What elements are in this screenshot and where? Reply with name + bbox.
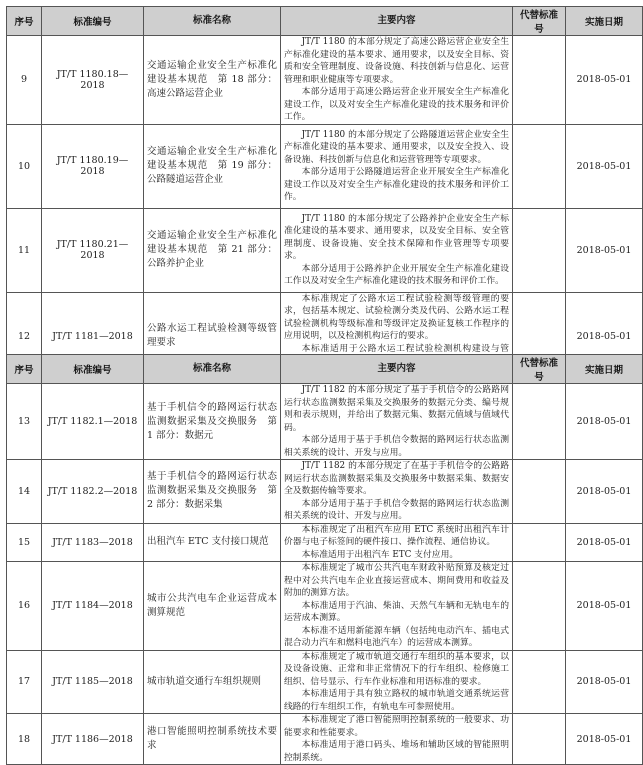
header-row: [7, 7, 643, 36]
table-row: [7, 124, 643, 208]
cell-name: 城市轨道交通行车组织规则: [144, 650, 281, 714]
header-name: 标准名称: [144, 7, 281, 36]
cell-no: 18: [7, 714, 42, 765]
cell-content: [281, 460, 513, 524]
cell-content: [281, 36, 513, 125]
cell-name: 出租汽车 ETC 支付接口规范: [144, 523, 281, 562]
content-paragraph: JT/T 1180 的本部分规定了高速公路运营企业安全生产标准化建设的基本要求、通用要求，以及安全目标、资质和安全管理制度、设备设施、科技创新与信息化、运营管理和职业健康等专项要求。: [284, 37, 509, 85]
content-paragraph: 本部分适用于公路隧道运营企业开展安全生产标准化建设工作以及对安全生产标准化建设的技术服务和评价工作。: [284, 167, 509, 202]
cell-content: [281, 208, 513, 292]
cell-date: 2018-05-01: [566, 208, 643, 292]
cell-no: 16: [7, 562, 42, 651]
content-paragraph: 本标准适用于公路水运工程试验检测机构建设与管: [301, 343, 509, 354]
header-content: 主要内容: [281, 7, 513, 36]
cell-no: 9: [7, 36, 42, 125]
cell-no: 12: [7, 292, 42, 381]
content-paragraph: 本标准适用于出租汽车 ETC 支付应用。: [301, 549, 459, 560]
standards-table-2: [6, 354, 643, 765]
cell-name: 基于手机信令的路网运行状态监测数据采集及交换服务 第 2 部分：数据采集: [144, 460, 281, 524]
cell-no: 14: [7, 460, 42, 524]
content-paragraph: 本标准适用于具有独立路权的城市轨道交通系统运营线路的行车组织工作，有轨电车可参照使用。: [284, 689, 509, 712]
content-paragraph: 本标准规定了公路水运工程试验检测等级管理的要求，包括基本规定、试验检测分类及代码、公路水运工程试验检测机构等级标准和等级评定及换证复核工作程序的应用说明，以及检测机构运行的要求。: [284, 293, 509, 341]
content-paragraph: 本标准规定了城市公共汽电车财政补贴预算及核定过程中对公共汽电车企业直接运营成本、期间费用和收益及附加的测算方法。: [284, 563, 509, 598]
content-paragraph: 本标准规定了港口智能照明控制系统的一般要求、功能要求和性能要求。: [284, 715, 509, 738]
cell-code: JT/T 1181—2018: [42, 292, 144, 381]
cell-name: 交通运输企业安全生产标准化建设基本规范 第 18 部分：高速公路运营企业: [144, 36, 281, 125]
cell-code: JT/T 1184—2018: [42, 562, 144, 651]
cell-code: JT/T 1180.19—2018: [42, 124, 144, 208]
header-date: 实施日期: [566, 7, 643, 36]
header-code: 标准编号: [42, 355, 144, 384]
cell-code: JT/T 1183—2018: [42, 523, 144, 562]
cell-date: 2018-05-01: [566, 292, 643, 381]
header-content: 主要内容: [281, 355, 513, 384]
standards-table-1: [6, 6, 643, 381]
cell-name: 港口智能照明控制系统技术要求: [144, 714, 281, 765]
cell-no: 10: [7, 124, 42, 208]
cell-content: [281, 650, 513, 714]
cell-date: 2018-05-01: [566, 650, 643, 714]
cell-no: 17: [7, 650, 42, 714]
cell-name: 基于手机信令的路网运行状态监测数据采集及交换服务 第 1 部分：数据元: [144, 384, 281, 460]
cell-name: 交通运输企业安全生产标准化建设基本规范 第 21 部分：公路养护企业: [144, 208, 281, 292]
content-paragraph: 本部分适用于公路养护企业开展安全生产标准化建设工作以及对安全生产标准化建设的技术服务和评价工作。: [284, 263, 509, 286]
content-paragraph: 本部分适用于基于手机信令数据的路网运行状态监测相关系统的设计、开发与应用。: [284, 435, 509, 458]
cell-replaced: [513, 714, 566, 765]
content-paragraph: JT/T 1182 的本部分规定了在基于手机信令的公路路网运行状态监测数据采集及交换服务中数据采集、数据安全及数据传输等要求。: [284, 461, 509, 496]
table-row: [7, 460, 643, 524]
content-paragraph: JT/T 1180 的本部分规定了公路隧道运营企业安全生产标准化建设的基本要求、通用要求，以及安全投入、设备设施、科技创新与信息化和运营管理等专项要求。: [284, 129, 509, 165]
header-code: 标准编号: [42, 7, 144, 36]
cell-replaced: [513, 208, 566, 292]
header-date: 实施日期: [566, 355, 643, 384]
cell-content: [281, 384, 513, 460]
cell-replaced: [513, 460, 566, 524]
cell-code: JT/T 1185—2018: [42, 650, 144, 714]
content-paragraph: 本部分适用于基于手机信令数据的路网运行状态监测相关系统的设计、开发与应用。: [284, 498, 509, 521]
cell-date: 2018-05-01: [566, 124, 643, 208]
cell-code: JT/T 1182.2—2018: [42, 460, 144, 524]
cell-replaced: [513, 562, 566, 651]
cell-replaced: [513, 650, 566, 714]
table-row: [7, 36, 643, 125]
table-row: [7, 650, 643, 714]
cell-date: 2018-05-01: [566, 523, 643, 562]
cell-replaced: [513, 36, 566, 125]
header-name: 标准名称: [144, 355, 281, 384]
cell-no: 11: [7, 208, 42, 292]
cell-name: 公路水运工程试验检测等级管理要求: [144, 292, 281, 381]
cell-date: 2018-05-01: [566, 562, 643, 651]
cell-date: 2018-05-01: [566, 714, 643, 765]
cell-content: [281, 124, 513, 208]
cell-code: JT/T 1180.18—2018: [42, 36, 144, 125]
table-row: [7, 208, 643, 292]
cell-no: 13: [7, 384, 42, 460]
content-paragraph: 本标准不适用新能源车辆（包括纯电动汽车、插电式混合动力汽车和燃料电池汽车）的运营成本测算。: [284, 625, 509, 648]
cell-replaced: [513, 384, 566, 460]
table-row: [7, 384, 643, 460]
table-row: [7, 523, 643, 562]
cell-code: JT/T 1180.21—2018: [42, 208, 144, 292]
header-replaced: 代替标准号: [513, 355, 566, 384]
cell-date: 2018-05-01: [566, 460, 643, 524]
header-no: 序号: [7, 355, 42, 384]
table-row: [7, 714, 643, 765]
cell-replaced: [513, 523, 566, 562]
cell-name: 城市公共汽电车企业运营成本测算规范: [144, 562, 281, 651]
cell-content: [281, 714, 513, 765]
content-paragraph: JT/T 1180 的本部分规定了公路养护企业安全生产标准化建设的基本要求、通用要求，以及安全目标、安全管理制度、设备设施、安全技术保障和作业管理等专项要求。: [284, 213, 509, 261]
cell-date: 2018-05-01: [566, 384, 643, 460]
content-paragraph: 本标准规定了城市轨道交通行车组织的基本要求，以及设备设施、正常和非正常情况下的行车组织、检修施工组织、信号显示、行车作业标准和用语标准的要求。: [284, 651, 509, 687]
table-row: [7, 562, 643, 651]
cell-content: [281, 562, 513, 651]
cell-code: JT/T 1186—2018: [42, 714, 144, 765]
header-no: 序号: [7, 7, 42, 36]
cell-no: 15: [7, 523, 42, 562]
content-paragraph: 本部分适用于高速公路运营企业开展安全生产标准化建设工作，以及对安全生产标准化建设的技术服务和评价工作。: [284, 87, 509, 122]
content-paragraph: 本标准规定了出租汽车应用 ETC 系统时出租汽车计价器与电子标签间的硬件接口、操作流程、通信协议。: [284, 524, 509, 547]
content-paragraph: 本标准适用于汽油、柴油、天然气车辆和无轨电车的运营成本测算。: [284, 600, 509, 623]
cell-date: 2018-05-01: [566, 36, 643, 125]
content-paragraph: 本标准适用于港口码头、堆场和辅助区域的智能照明控制系统。: [284, 740, 509, 763]
header-row: [7, 355, 643, 384]
cell-code: JT/T 1182.1—2018: [42, 384, 144, 460]
cell-replaced: [513, 124, 566, 208]
cell-content: [281, 523, 513, 562]
header-replaced: 代替标准号: [513, 7, 566, 36]
content-paragraph: JT/T 1182 的本部分规定了基于手机信令的公路路网运行状态监测数据采集及交换服务的数据元分类、编号规则和表示规则，并给出了数据元集、数据元值域与值域代码。: [284, 385, 509, 433]
cell-name: 交通运输企业安全生产标准化建设基本规范 第 19 部分：公路隧道运营企业: [144, 124, 281, 208]
